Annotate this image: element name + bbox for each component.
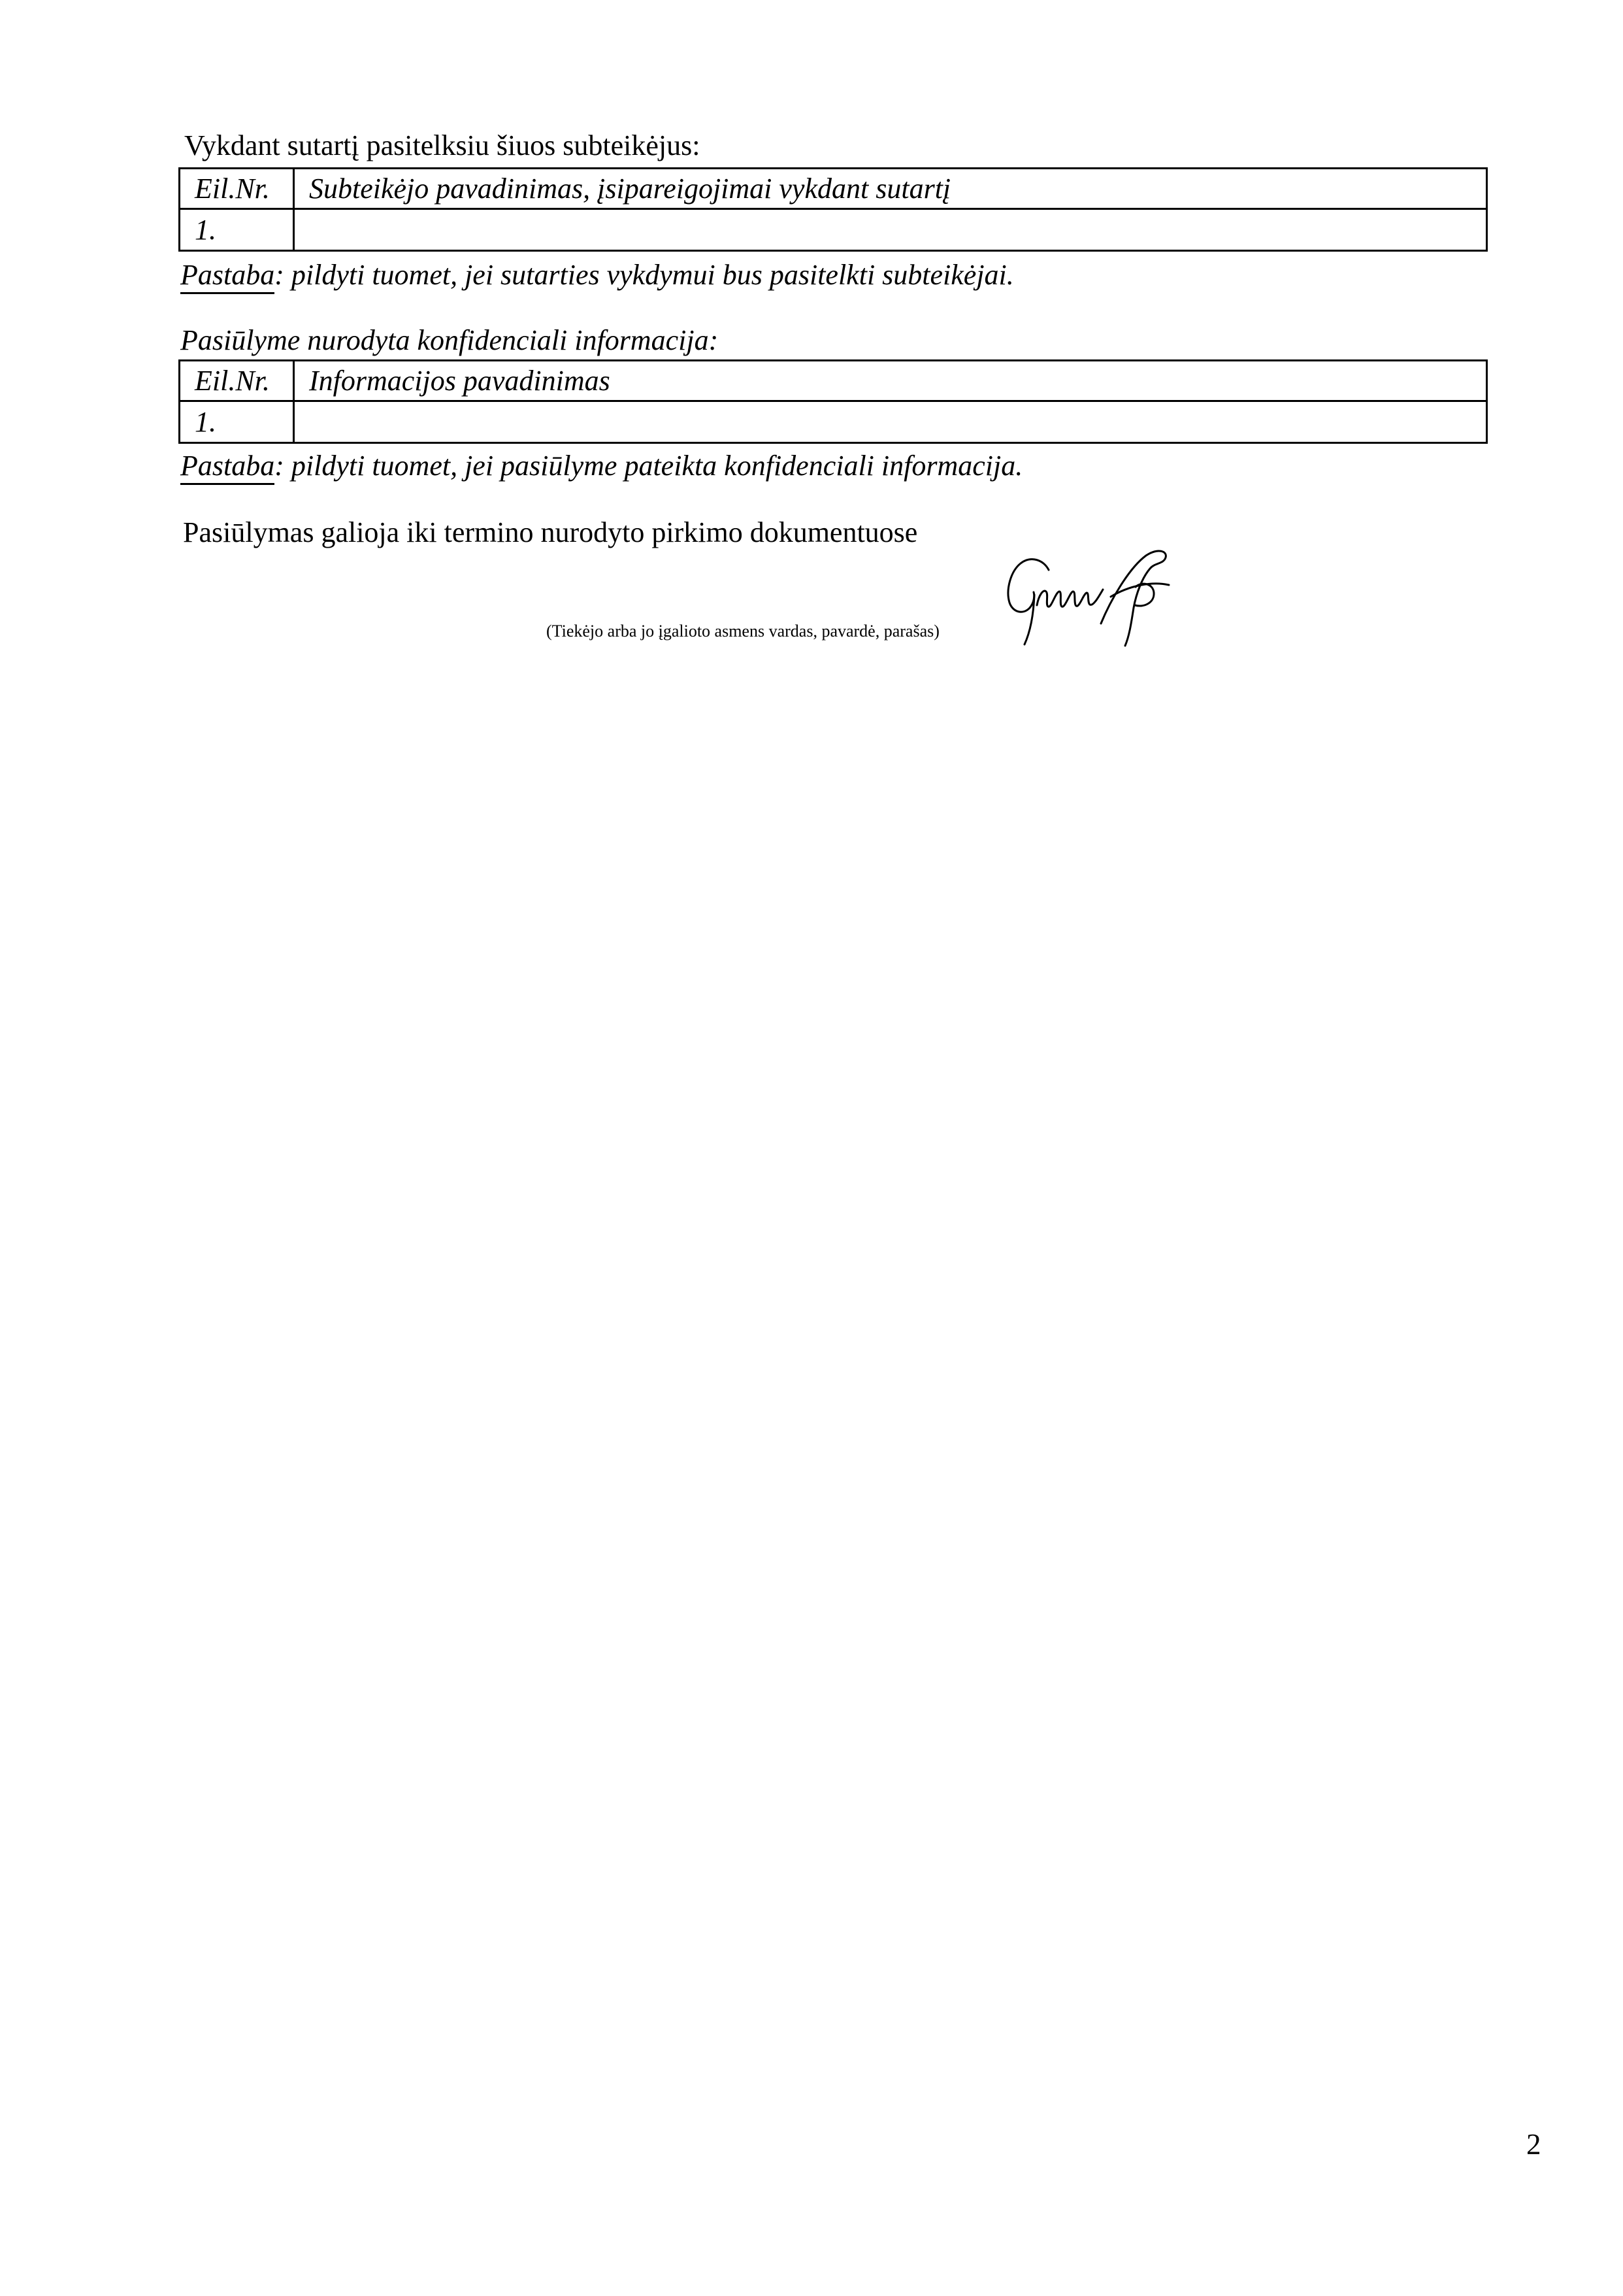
signature-icon <box>1003 546 1174 650</box>
table-row <box>180 209 1487 251</box>
confidential-table <box>178 359 1488 444</box>
col-header-information-name: Informacijos pavadinimas <box>294 361 1487 401</box>
confidential-heading: Pasiūlyme nurodyta konfidenciali informacija: <box>180 324 719 356</box>
table-header-row <box>180 361 1487 401</box>
subcontractors-heading: Vykdant sutartį pasitelksiu šiuos subteikėjus: <box>184 129 700 161</box>
confidential-note <box>180 450 1023 483</box>
row-number-cell: 1. <box>180 209 294 251</box>
col-header-subcontractor-name: Subteikėjo pavadinimas, įsipareigojimai vykdant sutartį <box>294 169 1487 209</box>
validity-statement: Pasiūlymas galioja iki termino nurodyto pirkimo dokumentuose <box>183 516 918 548</box>
col-header-eil-nr: Eil.Nr. <box>180 169 294 209</box>
col-header-eil-nr: Eil.Nr. <box>180 361 294 401</box>
note-label: Pastaba <box>180 450 274 485</box>
table-row <box>180 401 1487 443</box>
row-value-cell <box>294 209 1487 251</box>
page-number: 2 <box>1526 2128 1541 2161</box>
signature-caption: (Tiekėjo arba jo įgalioto asmens vardas, pavardė, parašas) <box>546 622 940 641</box>
handwritten-signature <box>1003 546 1174 650</box>
note-label: Pastaba <box>180 259 274 294</box>
note-text: : pildyti tuomet, jei pasiūlyme pateikta konfidenciali informacija. <box>274 450 1023 482</box>
note-text: : pildyti tuomet, jei sutarties vykdymui bus pasitelkti subteikėjai. <box>274 259 1014 291</box>
subcontractors-note <box>180 259 1014 292</box>
row-number-cell: 1. <box>180 401 294 443</box>
row-value-cell <box>294 401 1487 443</box>
subcontractors-table <box>178 167 1488 252</box>
table-header-row <box>180 169 1487 209</box>
